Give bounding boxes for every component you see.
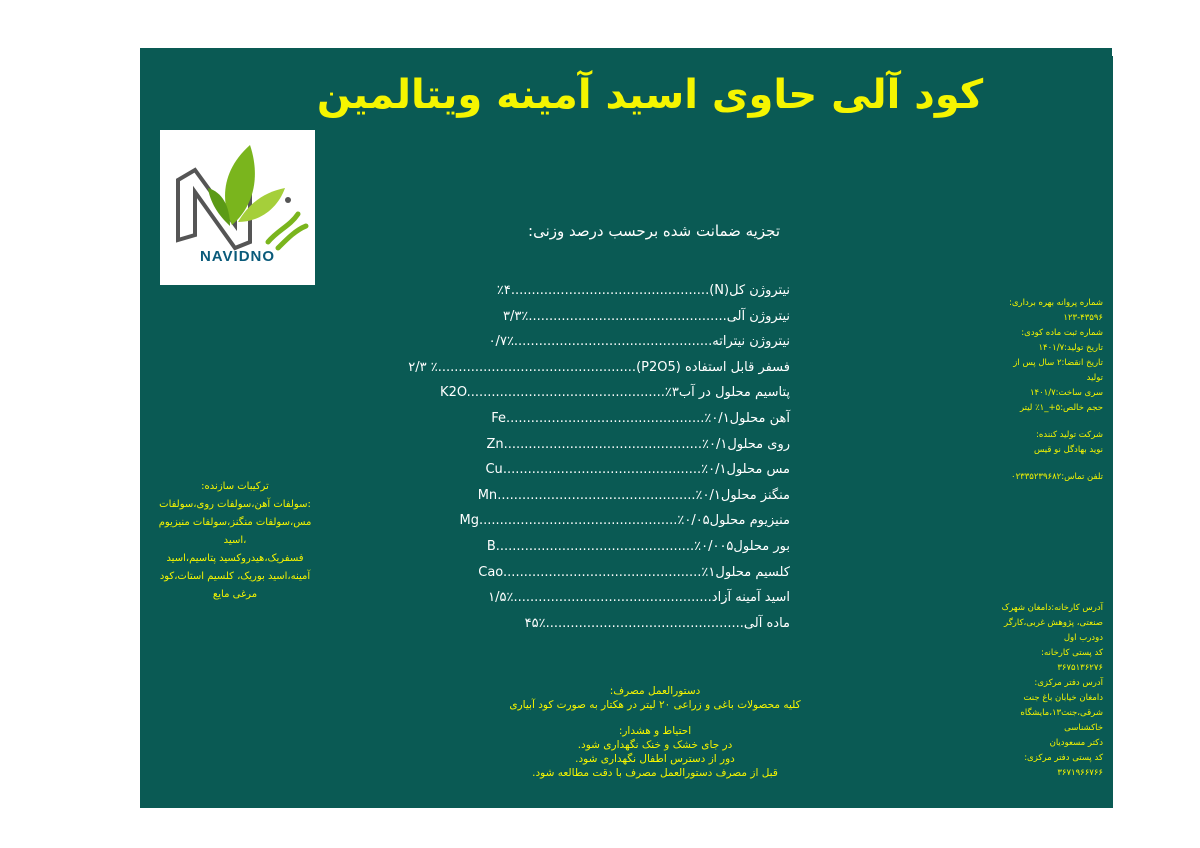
address-line: آدرس کارخانه:دامغان شهرک xyxy=(1001,603,1103,613)
address-line: صنعتی، پژوهش غربی،کارگر xyxy=(1004,618,1103,628)
logo-wordmark: NAVIDNO xyxy=(199,248,276,265)
analysis-name: نیتروژن کل(N) xyxy=(709,283,790,298)
product-info-block xyxy=(985,296,1103,485)
analysis-row: کلسیم محلولCao................................................٪۱ xyxy=(478,564,790,580)
product-info-line: تاریخ تولید:۱۴۰۱/۷ xyxy=(1038,343,1103,353)
analysis-name: پتاسیم محلول در آبK2O xyxy=(440,385,790,401)
analysis-row: پتاسیم محلول در آبK2O................................................٪۳ xyxy=(440,385,790,401)
analysis-name: منگنز محلولMn xyxy=(477,487,790,503)
caution-title: احتیاط و هشدار: xyxy=(618,725,692,737)
analysis-name: آهن محلولFe xyxy=(491,410,790,426)
analysis-name: اسید آمینه آزاد xyxy=(711,590,790,606)
analysis-name: مس محلولCu xyxy=(485,462,790,478)
analysis-row: نیتروژن کل(N)................................................٪۴ xyxy=(496,283,790,298)
analysis-value: ٪۰/۱ xyxy=(704,410,730,426)
analysis-heading: تجزیه ضمانت شده برحسب درصد وزنی: xyxy=(528,222,780,240)
usage-title: دستورالعمل مصرف: xyxy=(609,685,701,697)
address-line: دکتر مسعودیان xyxy=(1049,738,1103,748)
analysis-name: روی محلولZn xyxy=(486,436,790,452)
analysis-row: منگنز محلولMn................................................٪۰/۱ xyxy=(477,487,790,503)
company-line: شرکت تولید کننده: xyxy=(1036,430,1103,440)
company-line: نوید بهادگل نو قیس xyxy=(1033,445,1103,455)
analysis-name: کلسیم محلولCao xyxy=(478,564,790,580)
composition-line: فسفریک،هیدروکسید پتاسیم،اسید xyxy=(166,553,304,564)
analysis-value: ٪۱/۵ xyxy=(488,590,514,606)
address-line: دودرب اول xyxy=(1063,633,1103,643)
address-line: کد پستی کارخانه: xyxy=(1041,648,1103,658)
product-info-line: سری ساخت:۱۴۰۱/۷ xyxy=(1029,388,1103,398)
navidno-logo xyxy=(160,130,315,285)
product-info-line: شماره ثبت ماده کودی: xyxy=(1021,328,1103,338)
product-info-line: تولید xyxy=(1086,373,1103,383)
address-line: ۳۶۷۱۹۶۶۷۶۶ xyxy=(1057,768,1103,778)
analysis-row: فسفر قابل استفاده (P2O5)................................................٪ ۲/۳ xyxy=(408,359,790,375)
analysis-value: ٪۱ xyxy=(701,564,716,580)
analysis-list xyxy=(408,278,790,636)
analysis-name: ماده آلی xyxy=(743,615,790,631)
analysis-name: بور محلولB xyxy=(486,538,790,554)
product-info-line: حجم خالص:۵+_۱٪ لیتر xyxy=(1019,403,1103,413)
product-title: کود آلی حاوی اسید آمینه ویتالمین xyxy=(316,72,984,118)
address-line: دامغان خیابان باغ جنت xyxy=(1023,693,1103,703)
address-line: آدرس دفتر مرکزی: xyxy=(1034,678,1103,688)
analysis-value: ٪۰/۰۰۵ xyxy=(694,538,734,554)
composition-line: مس،سولفات منگنز،سولفات منیزیوم ،اسید xyxy=(158,517,312,546)
analysis-row: نیتروژن آلی................................................٪۳/۳ xyxy=(503,308,790,324)
address-line: ۳۶۷۵۱۳۶۲۷۶ xyxy=(1057,663,1103,673)
analysis-row: روی محلولZn................................................٪۰/۱ xyxy=(486,436,790,452)
address-line: شرقی،جنت۱۳،مایشگاه خاکشناسی xyxy=(1020,708,1103,733)
analysis-row: نیتروژن نیتراته................................................٪۰/۷ xyxy=(488,334,790,350)
composition-line: آمینه،اسید بوریک، کلسیم استات،کود xyxy=(159,571,311,582)
analysis-name: نیتروژن آلی xyxy=(726,308,790,324)
usage-text: کلیه محصولات باغی و زراعی ۲۰ لیتر در هکتار به صورت کود آبیاری xyxy=(509,699,801,711)
analysis-name: فسفر قابل استفاده (P2O5) xyxy=(636,359,790,375)
composition-line: ترکیبات سازنده: xyxy=(201,481,269,492)
analysis-row: بور محلولB................................................٪۰/۰۰۵ xyxy=(486,538,790,554)
address-block xyxy=(985,601,1103,781)
caution-line: در جای خشک و خنک نگهداری شود. xyxy=(577,739,733,751)
analysis-value: ٪۳/۳ xyxy=(503,308,529,324)
analysis-row: ماده آلی................................................٪۴۵ xyxy=(524,615,790,631)
phone-text: تلفن تماس:۰۲۳۳۵۲۳۹۶۸۲ xyxy=(1011,472,1103,482)
caution-line: دور از دسترس اطفال نگهداری شود. xyxy=(575,753,735,765)
composition-line: :سولفات آهن،سولفات روی،سولفات xyxy=(159,499,311,510)
analysis-value: ٪ ۲/۳ xyxy=(408,359,438,375)
address-line: کد پستی دفتر مرکزی: xyxy=(1024,753,1103,763)
analysis-value: ٪۳ xyxy=(664,385,679,401)
composition-line: مرغی مایع xyxy=(212,589,258,600)
composition-block xyxy=(150,478,320,604)
product-info-line: شماره پروانه بهره برداری: xyxy=(1009,298,1103,308)
analysis-value: ٪۴ xyxy=(496,283,511,298)
product-info-line: تاریخ انقضا:۲ سال پس از xyxy=(1013,358,1103,368)
analysis-value: ٪۰/۷ xyxy=(488,334,514,350)
analysis-value: ٪۰/۱ xyxy=(701,462,727,478)
analysis-value: ٪۰/۱ xyxy=(701,436,728,452)
caution-line: قبل از مصرف دستورالعمل مصرف با دقت مطالعه شود. xyxy=(532,767,778,779)
analysis-name: منیزیوم محلولMg xyxy=(459,513,790,529)
analysis-row: مس محلولCu................................................٪۰/۱ xyxy=(485,462,790,478)
instructions-block xyxy=(440,684,870,780)
analysis-row: آهن محلولFe................................................٪۰/۱ xyxy=(491,410,790,426)
product-info-line: ۱۲۳-۴۳۵۹۶ xyxy=(1063,313,1103,323)
analysis-value: ٪۰/۰۵ xyxy=(677,513,710,529)
analysis-row: منیزیوم محلولMg................................................٪۰/۰۵ xyxy=(459,513,790,529)
analysis-value: ٪۴۵ xyxy=(524,615,546,631)
analysis-value: ٪۰/۱ xyxy=(695,487,721,503)
analysis-name: نیتروژن نیتراته xyxy=(712,334,790,350)
analysis-row: اسید آمینه آزاد................................................٪۱/۵ xyxy=(488,590,790,606)
